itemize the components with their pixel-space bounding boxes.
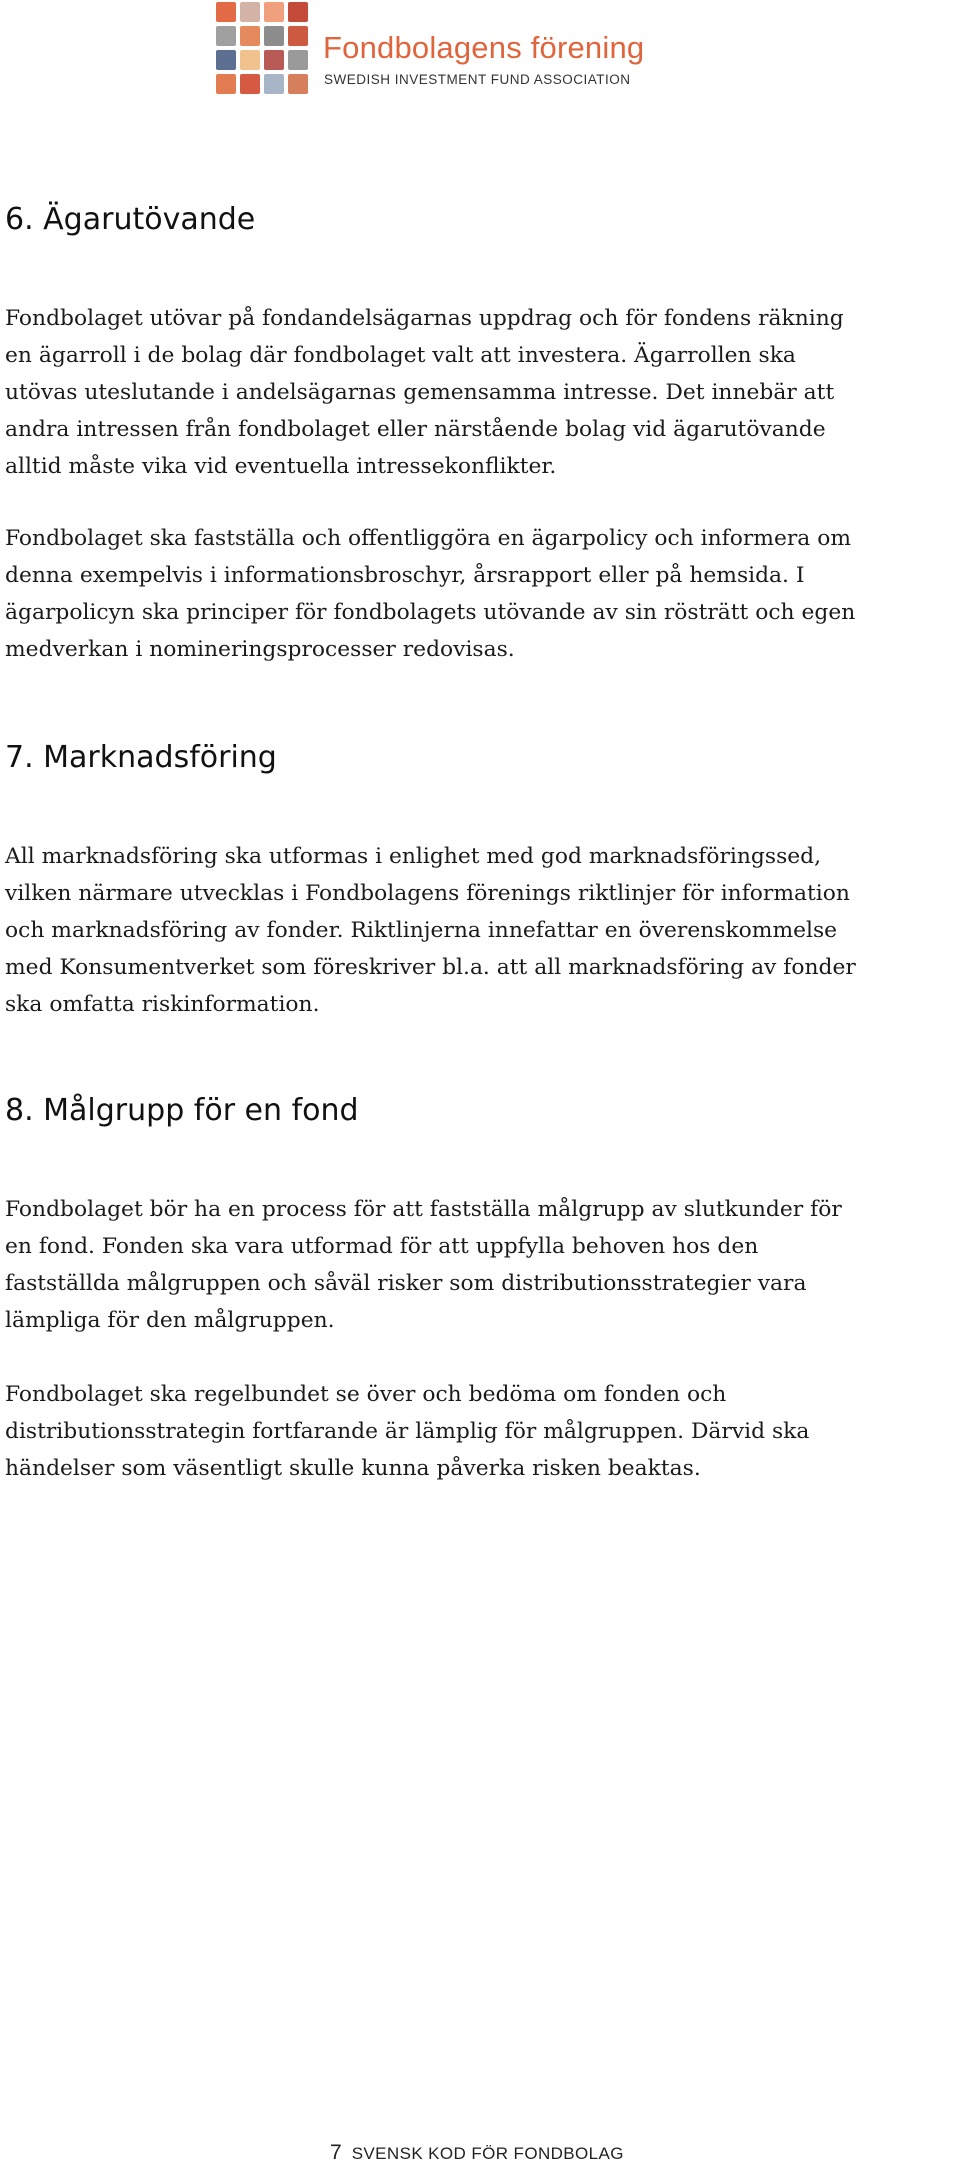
paragraph: [5, 1191, 960, 1339]
logo-tile: [288, 74, 308, 94]
text-line: denna exempelvis i informationsbroschyr, årsrapport eller på hemsida. I: [5, 563, 805, 588]
logo-mosaic-icon: [216, 2, 308, 94]
logo-tile: [264, 2, 284, 22]
section-heading-agarutovande: 6. Ägarutövande: [5, 202, 256, 237]
logo-tile: [216, 50, 236, 70]
text-line: händelser som väsentligt skulle kunna påverka risken beaktas.: [5, 1456, 701, 1481]
footer-title: SVENSK KOD FÖR FONDBOLAG: [351, 2144, 624, 2163]
text-line: lämpliga för den målgruppen.: [5, 1308, 335, 1333]
text-line: en ägarroll i de bolag där fondbolaget valt att investera. Ägarrollen ska: [5, 343, 796, 368]
text-line: en fond. Fonden ska vara utformad för att uppfylla behoven hos den: [5, 1234, 759, 1259]
paragraph: [5, 520, 960, 668]
logo-tile: [288, 2, 308, 22]
paragraph: [5, 1376, 960, 1487]
paragraph: [5, 838, 960, 1023]
page-footer: [330, 2141, 624, 2165]
logo-tile: [264, 50, 284, 70]
logo-tile: [240, 2, 260, 22]
logo-tile: [288, 26, 308, 46]
text-line: All marknadsföring ska utformas i enlighet med god marknadsföringssed,: [5, 844, 822, 869]
text-line: distributionsstrategin fortfarande är lämplig för målgruppen. Därvid ska: [5, 1419, 810, 1444]
text-line: medverkan i nomineringsprocesser redovisas.: [5, 637, 515, 662]
logo-subtitle: SWEDISH INVESTMENT FUND ASSOCIATION: [324, 72, 631, 87]
text-line: alltid måste vika vid eventuella intressekonflikter.: [5, 454, 557, 479]
association-logo: [216, 2, 645, 94]
text-line: Fondbolaget ska fastställa och offentliggöra en ägarpolicy och informera om: [5, 526, 851, 551]
logo-tile: [240, 74, 260, 94]
text-line: ägarpolicyn ska principer för fondbolagets utövande av sin rösträtt och egen: [5, 600, 856, 625]
paragraph: [5, 300, 960, 485]
text-line: fastställda målgruppen och såväl risker som distributionsstrategier vara: [5, 1271, 807, 1296]
logo-tile: [216, 74, 236, 94]
text-line: utövas uteslutande i andelsägarnas gemensamma intresse. Det innebär att: [5, 380, 835, 405]
logo-tile: [216, 2, 236, 22]
text-line: Fondbolaget bör ha en process för att fastställa målgrupp av slutkunder för: [5, 1197, 842, 1222]
logo-tile: [264, 74, 284, 94]
logo-tile: [264, 26, 284, 46]
logo-tile: [216, 26, 236, 46]
section-heading-marknadsforing: 7. Marknadsföring: [5, 740, 277, 775]
logo-tile: [240, 26, 260, 46]
text-line: och marknadsföring av fonder. Riktlinjerna innefattar en överenskommelse: [5, 918, 838, 943]
page-number: 7: [330, 2141, 342, 2164]
logo-tile: [240, 50, 260, 70]
text-line: Fondbolaget ska regelbundet se över och bedöma om fonden och: [5, 1382, 727, 1407]
text-line: med Konsumentverket som föreskriver bl.a. att all marknadsföring av fonder: [5, 955, 856, 980]
section-heading-malgrupp: 8. Målgrupp för en fond: [5, 1093, 359, 1128]
text-line: vilken närmare utvecklas i Fondbolagens förenings riktlinjer för information: [5, 881, 850, 906]
text-line: ska omfatta riskinformation.: [5, 992, 320, 1017]
text-line: andra intressen från fondbolaget eller närstående bolag vid ägarutövande: [5, 417, 826, 442]
logo-name: Fondbolagens förening: [323, 30, 645, 65]
text-line: Fondbolaget utövar på fondandelsägarnas uppdrag och för fondens räkning: [5, 306, 844, 331]
logo-tile: [288, 50, 308, 70]
